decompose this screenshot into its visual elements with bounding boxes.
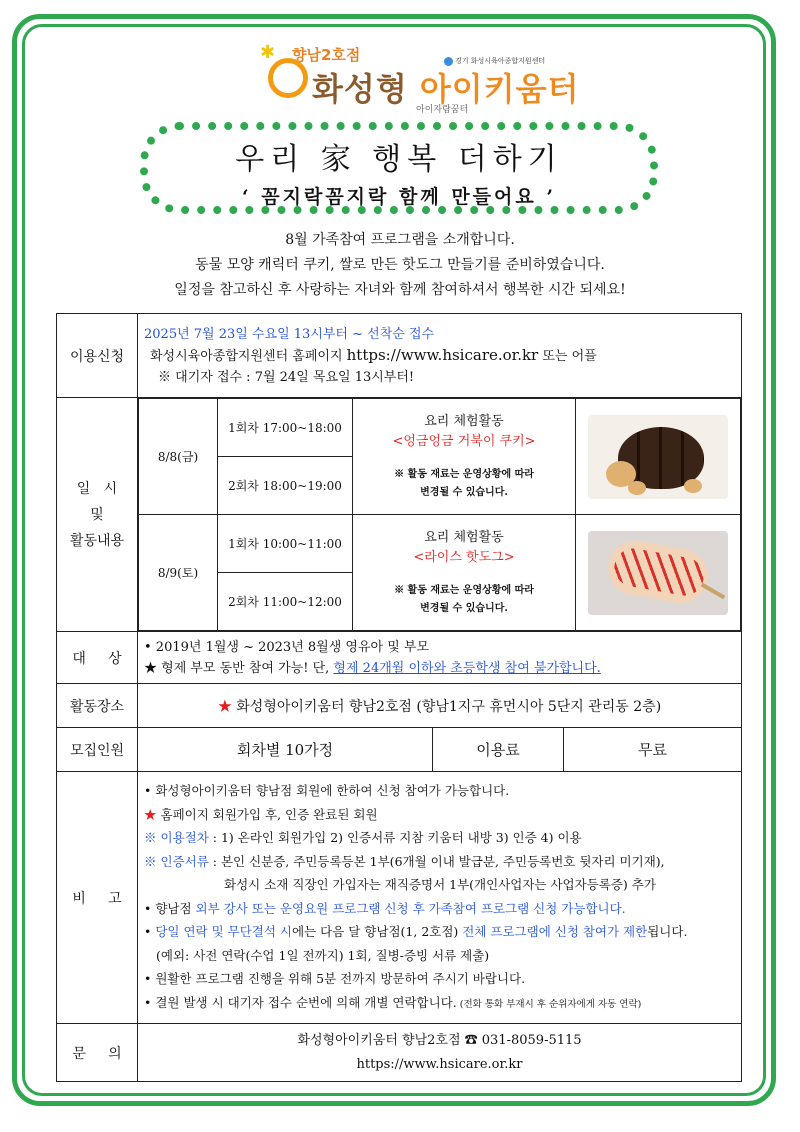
note-3b: : 1) 온라인 회원가입 2) 인증서류 지참 키움터 내방 3) 인증 4) 이용: [208, 830, 582, 845]
org-icon: [444, 57, 453, 66]
logo-branch: 향남2호점: [292, 46, 361, 64]
target-cell: [138, 632, 742, 684]
apply-line2b: 또는 어플: [538, 348, 597, 364]
day2-date: 8/9(토): [139, 515, 218, 631]
note-10a: • 결원 발생 시 대기자 접수 순번에 의해 개별 연락합니다.: [144, 994, 457, 1010]
day1-activity-title: 요리 체험활동: [424, 413, 504, 429]
note-6: [144, 897, 735, 921]
day2-activity: [353, 515, 576, 631]
day1-slot1: 1회차 17:00~18:00: [218, 399, 353, 457]
schedule-table: [138, 398, 741, 631]
logo-sub: 아이자람꿈터: [416, 105, 469, 115]
day1-activity-item: <엉금엉금 거북이 쿠키>: [392, 433, 536, 449]
row-target: [57, 632, 742, 684]
apply-url[interactable]: https://www.hsicare.or.kr: [346, 345, 539, 364]
place-head: 활동장소: [57, 684, 138, 728]
note-3: [144, 826, 735, 850]
note-6a: • 향남점: [144, 900, 196, 916]
page-title: 우리 家 행복 더하기: [235, 142, 563, 177]
row-recruit: [57, 728, 742, 772]
note-7: [144, 920, 735, 944]
logo-brand-a: 화성형: [312, 70, 408, 108]
note-4: [144, 850, 735, 874]
target-line2: [144, 658, 735, 679]
day2-activity-title: 요리 체험활동: [424, 529, 504, 545]
day1-photo-cell: [576, 399, 741, 515]
day1-activity: [353, 399, 576, 515]
note-10: [144, 991, 735, 1017]
fee-value: 무료: [564, 728, 742, 772]
org-logo: [444, 56, 545, 66]
intro-line: 동물 모양 캐릭터 쿠키, 쌀로 만든 핫도그 만들기를 준비하였습니다.: [195, 257, 605, 273]
apply-cell: [138, 314, 742, 398]
note-10b: (전화 통화 부재시 후 순위자에게 자동 연락): [456, 998, 642, 1010]
note-2-text: 홈페이지 회원가입 후, 인증 완료된 회원: [156, 806, 378, 822]
note-7b: 당일 연락 및 무단결석 시: [155, 924, 293, 939]
note-3a: ※ 이용절차: [144, 830, 209, 845]
info-table: [56, 313, 742, 1082]
title-box: [140, 122, 658, 214]
note-2: [144, 803, 735, 827]
recruit-count: 회차별 10가정: [138, 728, 433, 772]
intro-line: 일정을 참고하신 후 사랑하는 자녀와 함께 참여하셔서 행복한 시간 되세요!: [174, 282, 626, 298]
note-4b: : 본인 신분증, 주민등록등본 1부(6개월 이내 발급분, 주민등록번호 뒷자리 미기재),: [208, 853, 665, 869]
note-5: 화성시 소재 직장인 가입자는 재직증명서 1부(개인사업자는 사업자등록증) 추가: [224, 877, 656, 892]
apply-head: 이용신청: [57, 314, 138, 398]
day2-photo-cell: [576, 515, 741, 631]
note-1: • 화성형아이키움터 향남점 회원에 한하여 신청 참여가 가능합니다.: [144, 783, 510, 798]
note-7d: 전체 프로그램에 신청 참여가 제한: [462, 924, 648, 939]
day2-slot2: 2회차 11:00~12:00: [218, 573, 353, 631]
logo: [258, 42, 580, 115]
apply-line1: 2025년 7월 23일 수요일 13시부터 ~ 선착순 접수: [144, 326, 435, 342]
row-place: [57, 684, 742, 728]
day2-slot1: 1회차 10:00~11:00: [218, 515, 353, 573]
apply-line2a: 화성시육아종합지원센터 홈페이지: [150, 348, 347, 364]
note-7a: •: [144, 924, 156, 939]
rice-hotdog-image: [588, 531, 728, 615]
row-contact: [57, 1024, 742, 1082]
schedule-head-b: 및: [90, 506, 104, 523]
day2-note2: 변경될 수 있습니다.: [420, 602, 508, 614]
row-notes: [57, 772, 742, 1024]
note-8: (예외: 사전 연락(수업 1일 전까지) 1회, 질병-증빙 서류 제출): [156, 947, 490, 963]
day1-note2: 변경될 수 있습니다.: [420, 486, 508, 498]
schedule-head-c: 활동내용: [69, 532, 125, 549]
recruit-head: 모집인원: [57, 728, 138, 772]
contact-head: 문 의: [57, 1024, 138, 1082]
target-line2a: ★ 형제 부모 동반 참여 가능! 단,: [144, 660, 334, 676]
note-9: • 원활한 프로그램 진행을 위해 5분 전까지 방문하여 주시기 바랍니다.: [144, 971, 526, 986]
day2-activity-item: <라이스 핫도그>: [413, 549, 515, 565]
star-icon: ✱: [260, 42, 276, 63]
contact-url[interactable]: https://www.hsicare.or.kr: [356, 1056, 523, 1072]
intro-line: 8월 가족참여 프로그램을 소개합니다.: [285, 232, 515, 248]
day1-slot2: 2회차 18:00~19:00: [218, 457, 353, 515]
place-star-icon: ★: [217, 698, 232, 715]
day1-date: 8/8(금): [139, 399, 218, 515]
target-head: 대 상: [57, 632, 138, 684]
child-face-icon: [268, 58, 308, 98]
note-7e: 됩니다.: [647, 924, 688, 939]
target-restriction: 형제 24개월 이하와 초등학생 참여 불가합니다.: [333, 660, 601, 676]
turtle-cookie-image: [588, 415, 728, 499]
notes-head: 비 고: [57, 772, 138, 1024]
schedule-head: [57, 398, 138, 632]
contact-cell: [138, 1024, 742, 1082]
fee-label: 이용료: [433, 728, 564, 772]
note-7c: 에는 다음 달 향남점(1, 2호점): [292, 924, 463, 939]
note-4a: ※ 인증서류: [144, 853, 209, 869]
org-name: 경기 화성시육아종합지원센터: [455, 57, 546, 65]
place-cell: [138, 684, 742, 728]
note-6b: 외부 강사 또는 운영요원 프로그램 신청 후 가족참여 프로그램 신청 가능합니다.: [195, 900, 626, 916]
apply-line3: ※ 대기자 접수 : 7월 24일 목요일 13시부터!: [158, 369, 415, 385]
schedule-head-a: 일 시: [76, 480, 118, 497]
target-line1: • 2019년 1월생 ~ 2023년 8월생 영유아 및 부모: [144, 639, 430, 655]
note-star-icon: ★: [144, 806, 157, 822]
row-schedule: [57, 398, 742, 632]
apply-line2: [144, 345, 735, 367]
notes-cell: [138, 772, 742, 1024]
day1-note1: ※ 활동 재료는 운영상황에 따라: [394, 468, 534, 480]
page-subtitle: ‘ 꼼지락꼼지락 함께 만들어요 ’: [242, 186, 556, 208]
schedule-cell: [138, 398, 742, 632]
contact-line1: 화성형아이키움터 향남2호점 ☎ 031-8059-5115: [297, 1032, 582, 1048]
logo-brand-b: 아이키움터: [419, 70, 580, 108]
day2-note1: ※ 활동 재료는 운영상황에 따라: [394, 584, 534, 596]
row-apply: [57, 314, 742, 398]
intro-text: [60, 228, 740, 303]
place-text: 화성형아이키움터 향남2호점 (향남1지구 휴먼시아 5단지 관리동 2층): [231, 698, 662, 715]
